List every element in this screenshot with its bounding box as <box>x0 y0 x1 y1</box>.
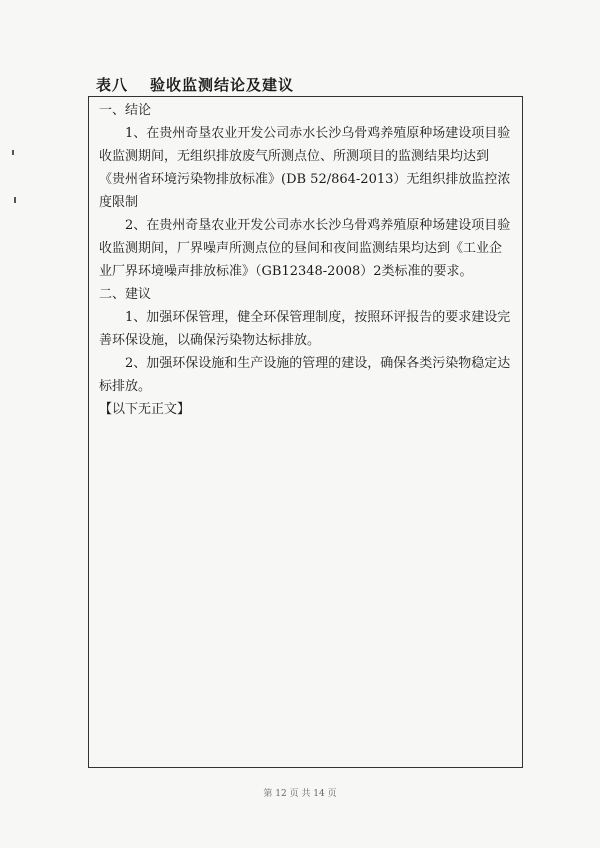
conclusion-item-2: 2、在贵州奇垦农业开发公司赤水长沙乌骨鸡养殖原种场建设项目验收监测期间，厂界噪声所测点位的昼间和夜间监测结果均达到《工业企业厂界环境噪声排放标准》（GB12348-2008）2类标准的要求。 <box>99 218 511 279</box>
page-footer: 第 12 页 共 14 页 <box>263 789 337 799</box>
conclusion-heading: 一、结论 <box>99 103 152 118</box>
title-text: 验收监测结论及建议 <box>150 76 295 94</box>
content-frame <box>88 96 523 768</box>
suggestion-item-1: 1、加强环保管理，健全环保管理制度，按照环评报告的要求建设完善环保设施，以确保污染物达标排放。 <box>99 310 511 348</box>
suggestion-heading: 二、建议 <box>99 287 152 302</box>
page-title <box>96 74 294 95</box>
scan-mark-1 <box>12 150 14 155</box>
scan-mark-2 <box>14 197 16 203</box>
end-note: 【以下无正文】 <box>99 402 191 417</box>
conclusion-item-1: 1、在贵州奇垦农业开发公司赤水长沙乌骨鸡养殖原种场建设项目验收监测期间，无组织排放废气所测点位、所测项目的监测结果均达到《贵州省环境污染物排放标准》(DB 52/864-2013）无组织排放监控浓度限制 <box>99 126 511 210</box>
table-label: 表八 <box>96 76 129 94</box>
suggestion-item-2: 2、加强环保设施和生产设施的管理的建设，确保各类污染物稳定达标排放。 <box>99 356 511 394</box>
content-body <box>89 97 522 421</box>
